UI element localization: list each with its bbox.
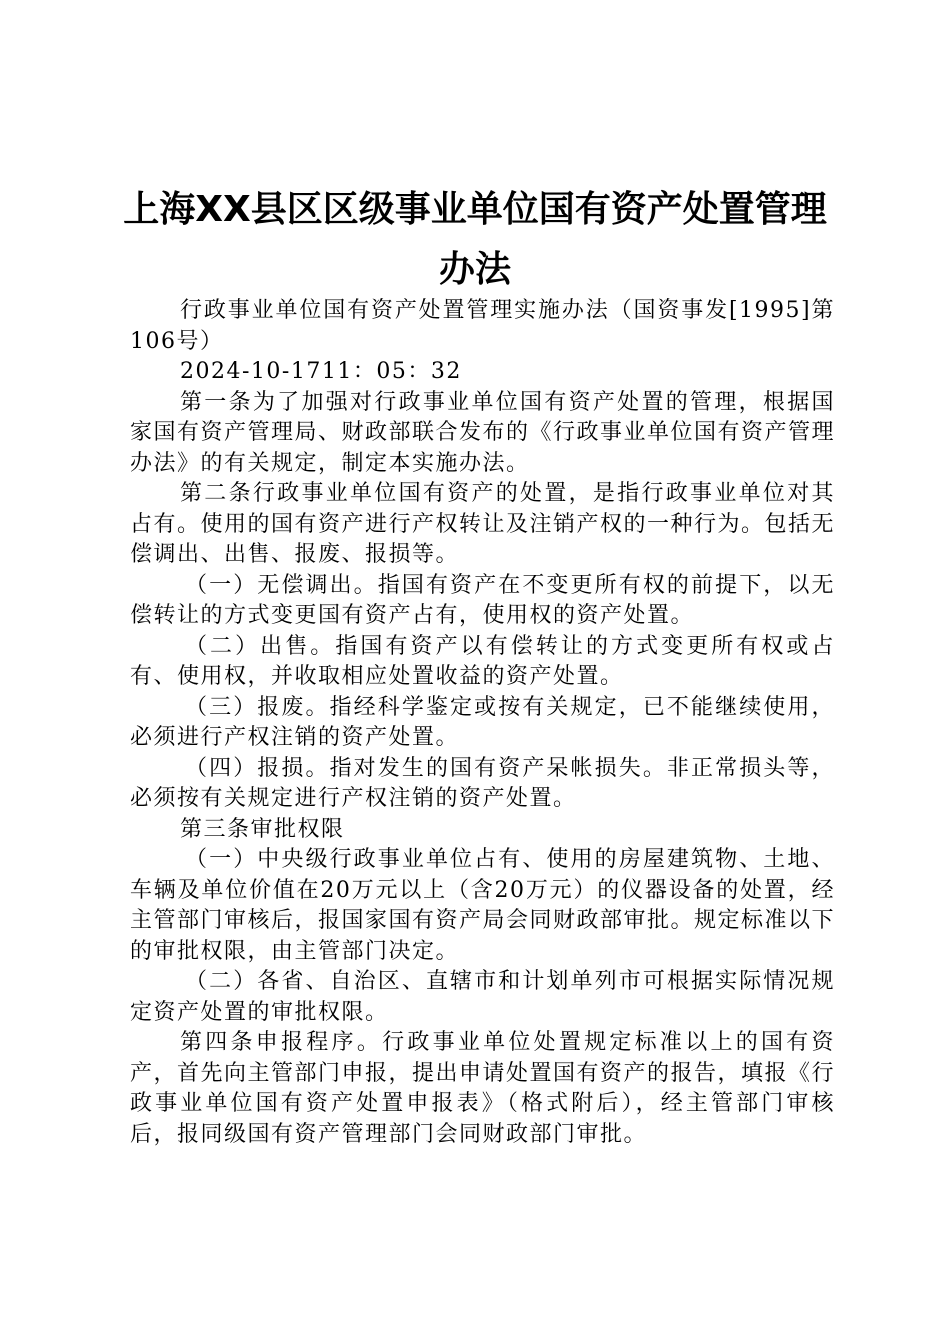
article-2-item-2: （二）出售。指国有资产以有偿转让的方式变更所有权或占有、使用权，并收取相应处置收益的资产处置。 [130, 633, 835, 689]
document-title-line-2: 办法 [438, 249, 511, 290]
article-2-item-1: （一）无偿调出。指国有资产在不变更所有权的前提下，以无偿转让的方式变更国有资产占有，使用权的资产处置。 [130, 572, 835, 628]
article-2: 第二条行政事业单位国有资产的处置，是指行政事业单位对其占有。使用的国有资产进行产权转让及注销产权的一种行为。包括无偿调出、出售、报废、报损等。 [130, 481, 836, 567]
document-body [130, 296, 835, 1150]
article-1: 第一条为了加强对行政事业单位国有资产处置的管理，根据国家国有资产管理局、财政部联合发布的《行政事业单位国有资产管理办法》的有关规定，制定本实施办法。 [130, 389, 836, 476]
article-2-item-4: （四）报损。指对发生的国有资产呆帐损失。非正常损头等，必须按有关规定进行产权注销的资产处置。 [130, 755, 835, 811]
article-4: 第四条申报程序。行政事业单位处置规定标准以上的国有资产，首先向主管部门申报，提出申请处置国有资产的报告，填报《行政事业单位国有资产处置申报表》（格式附后），经主管部门审核后，报同级国有资产管理部门会同财政部门审批。 [130, 1030, 836, 1147]
source-line: 行政事业单位国有资产处置管理实施办法（国资事发[1995]第106号） [130, 298, 835, 354]
article-3-item-1: （一）中央级行政事业单位占有、使用的房屋建筑物、土地、车辆及单位价值在20万元以上（含20万元）的仪器设备的处置，经主管部门审核后，报国家国有资产局会同财政部审批。规定标准以下的审批权限，由主管部门决定。 [130, 847, 836, 964]
document-title-line-1: 上海XX县区区级事业单位国有资产处置管理 [123, 189, 827, 230]
timestamp: 2024-10-1711：05：32 [180, 359, 462, 384]
article-3-item-2: （二）各省、自治区、直辖市和计划单列市可根据实际情况规定资产处置的审批权限。 [130, 969, 835, 1025]
article-3-heading: 第三条审批权限 [180, 816, 345, 842]
article-2-item-3: （三）报废。指经科学鉴定或按有关规定，已不能继续使用，必须进行产权注销的资产处置。 [130, 694, 835, 750]
